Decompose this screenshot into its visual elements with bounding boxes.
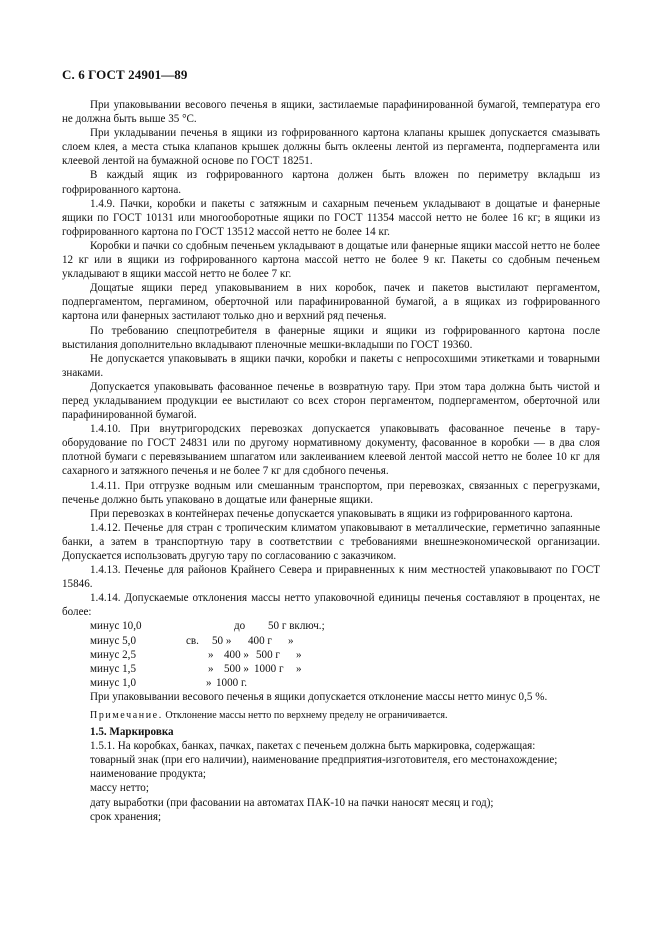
mass-row xyxy=(90,662,600,676)
mass-deviation: минус 5,0 xyxy=(90,634,137,647)
paragraph: 1.4.10. При внутригородских перевозках допускается упаковывать фасованное печенье в тару-оборудование по ГОСТ 24831 или по другому нормативному документу, фасованное в коробки — в два слоя плотной бумаги с перевязыванием шпагатом или заклеиванием клеевой лентой массой нетто не более 10 кг для сахарного и затяжного печенья и не более 7 кг для сдобного печенья. xyxy=(62,423,600,478)
mass-deviation-table xyxy=(90,619,600,689)
paragraph: При укладывании печенья в ящики из гофрированного картона клапаны крышек допускается смазывать слоем клея, а места стыка клапанов крышек должны быть оклеены лентой из пергамента, подпергамента или клеевой лентой на бумажной основе по ГОСТ 18251. xyxy=(62,127,600,168)
mass-deviation: минус 1,5 xyxy=(90,662,137,675)
paragraph: товарный знак (при его наличии), наименование предприятия-изготовителя, его местонахождение; xyxy=(90,754,558,767)
paragraph: Допускается упаковывать фасованное печенье в возвратную тару. При этом тара должна быть чистой и перед укладыванием продукции ее выстилают со всех сторон пергаментом, подпергаментом, оберточной или парафинированной бумагой. xyxy=(62,380,600,422)
paragraph: массу нетто; xyxy=(90,782,149,795)
mass-row xyxy=(90,648,600,662)
note-text: Отклонение массы нетто по верхнему пределу не ограничивается. xyxy=(162,710,448,722)
paragraph: При упаковывании весового печенья в ящики допускается отклонение массы нетто минус 0,5 %. xyxy=(90,690,548,703)
paragraph: дату выработки (при фасовании на автоматах ПАК-10 на пачки наносят месяц и год); xyxy=(90,796,494,809)
mass-prefix: » xyxy=(208,648,214,661)
mass-from: до xyxy=(234,620,246,633)
mass-to: 400 г xyxy=(248,634,272,647)
mass-prefix: св. xyxy=(186,634,199,647)
paragraph: 1.4.11. При отгрузке водным или смешанным транспортом, при перевозках, связанных с перегрузками, печенье должно быть упаковано в дощатые или фанерные ящики. xyxy=(62,479,600,506)
mass-to: 500 г xyxy=(256,648,280,661)
section-title: 1.5. Маркировка xyxy=(90,726,174,739)
paragraph: 1.4.12. Печенье для стран с тропическим климатом упаковывают в металлические, герметично запаянные банки, а затем в транспортную тару в соответствии с требованиями внешнеэкономической организации. Допускается использовать другую тару по согласованию с заказчиком. xyxy=(62,521,600,562)
mass-suffix: » xyxy=(296,662,302,675)
paragraph: В каждый ящик из гофрированного картона должен быть вложен по периметру вкладыш из гофрированного картона. xyxy=(62,169,600,196)
mass-from: 1000 г. xyxy=(216,676,248,689)
mass-prefix: » xyxy=(208,662,214,675)
mass-suffix: » xyxy=(288,634,294,647)
paragraph: 1.4.14. Допускаемые отклонения массы нетто упаковочной единицы печенья составляют в процентах, не более: xyxy=(62,592,600,619)
mass-prefix: » xyxy=(206,676,212,689)
paragraph: срок хранения; xyxy=(90,810,162,823)
note xyxy=(62,709,600,722)
mass-row xyxy=(90,619,600,633)
paragraph: 1.4.13. Печенье для районов Крайнего Севера и приравненных к ним местностей упаковывают по ГОСТ 15846. xyxy=(62,564,600,591)
note-label: Примечание. xyxy=(90,710,163,722)
paragraph: При упаковывании весового печенья в ящики, застилаемые парафинированной бумагой, температура его не должна быть выше 35 °С. xyxy=(62,99,600,126)
mass-to: 1000 г xyxy=(254,662,284,675)
document-body xyxy=(62,98,600,824)
paragraph: 1.5.1. На коробках, банках, пачках, пакетах с печеньем должна быть маркировка, содержащая: xyxy=(90,740,536,753)
paragraph: По требованию спецпотребителя в фанерные ящики и ящики из гофрированного картона после выстилания дополнительно вкладывают пленочные мешки-вкладыши по ГОСТ 19360. xyxy=(62,324,600,351)
mass-suffix: » xyxy=(296,648,302,661)
mass-from: 400 » xyxy=(224,648,249,661)
mass-to: 50 г включ.; xyxy=(268,620,325,633)
paragraph: Коробки и пачки со сдобным печеньем укладывают в дощатые или фанерные ящики массой нетто не более 12 кг или в ящики из гофрированного картона массой нетто не более 9 кг. Пакеты со сдобным печеньем укладывают в ящики массой нетто не более 7 кг. xyxy=(62,239,600,281)
mass-deviation: минус 10,0 xyxy=(90,620,142,633)
paragraph: Не допускается упаковывать в ящики пачки, коробки и пакеты с непросохшими этикетками и товарными знаками. xyxy=(62,352,600,379)
mass-deviation: минус 2,5 xyxy=(90,648,137,661)
mass-row xyxy=(90,634,600,648)
page-header: С. 6 ГОСТ 24901—89 xyxy=(62,67,188,82)
mass-deviation: минус 1,0 xyxy=(90,676,137,689)
paragraph: наименование продукта; xyxy=(90,768,206,781)
paragraph: Дощатые ящики перед упаковыванием в них коробок, пачек и пакетов выстилают пергаментом, подпергаментом, пергамином, оберточной или парафинированной бумагой, а в ящиках из гофрированного картона или фанерных застилают только дно и верхний ряд печенья. xyxy=(62,282,600,323)
mass-from: 500 » xyxy=(224,662,249,675)
paragraph: При перевозках в контейнерах печенье допускается упаковывать в ящики из гофрированного картона. xyxy=(90,507,573,520)
mass-from: 50 » xyxy=(212,634,232,647)
paragraph: 1.4.9. Пачки, коробки и пакеты с затяжным и сахарным печеньем укладывают в дощатые и фанерные ящики по ГОСТ 10131 или многооборотные ящики по ГОСТ 11354 массой нетто не более 16 кг; в ящики из гофрированного картона по ГОСТ 13512 массой нетто не более 14 кг. xyxy=(62,197,600,238)
mass-row xyxy=(90,676,600,690)
